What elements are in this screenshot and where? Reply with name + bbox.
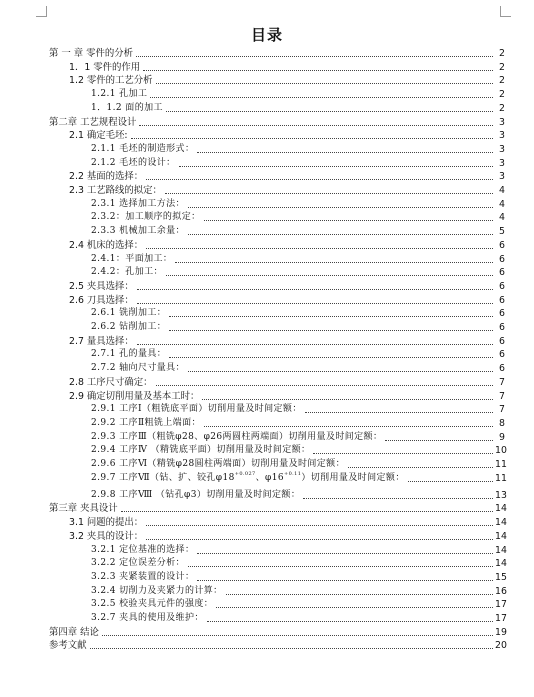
toc-entry-label: 2.7 量具选择： <box>69 335 134 347</box>
dot-leader <box>137 344 493 345</box>
dot-leader <box>146 248 493 249</box>
toc-page-number: 6 <box>499 335 505 347</box>
toc-entry-label: 3.2.5 校验夹具元件的强度： <box>91 599 214 610</box>
toc-entry-label: 2.7.1 孔的量具： <box>91 349 167 360</box>
toc-entry-label-part: 2.9.7 工序Ⅶ（钻、扩、铰孔φ18 <box>91 472 235 483</box>
toc-page-number: 7 <box>499 376 505 388</box>
toc-entry-label: 2.3.3 机械加工余量： <box>91 226 185 237</box>
toc-entry[interactable] <box>49 47 505 59</box>
toc-entry-label: 3.2.2 定位误差分析： <box>91 558 185 569</box>
toc-page-number: 6 <box>499 280 505 292</box>
toc-page-number: 17 <box>495 599 507 611</box>
toc-entry[interactable] <box>91 157 505 169</box>
toc-entry[interactable] <box>91 417 505 429</box>
toc-entry[interactable] <box>91 544 505 556</box>
toc-entry-label: 1．1.2 面的加工 <box>91 102 163 113</box>
dot-leader <box>204 426 493 427</box>
toc-entry-label: 2.4.1：平面加工： <box>91 253 173 264</box>
toc-entry-label: 2.6.1 铣削加工： <box>91 308 167 319</box>
dot-leader <box>226 594 493 595</box>
toc-entry[interactable] <box>91 403 505 415</box>
toc-page-number: 20 <box>495 640 507 652</box>
toc-entry-label: 2.9.4 工序Ⅳ （精铣底平面）切削用量及时间定额： <box>91 445 311 456</box>
dot-leader <box>169 316 493 317</box>
dot-leader <box>137 303 493 304</box>
toc-entry[interactable] <box>69 516 505 528</box>
dot-leader <box>313 453 493 454</box>
dot-leader <box>188 371 493 372</box>
toc-entry[interactable] <box>49 116 505 128</box>
toc-entry-label: 2.9.3 工序Ⅲ（粗铣φ28、φ26两圆柱两端面）切削用量及时间定额： <box>91 431 383 442</box>
toc-entry-label: 2.6.2 钻削加工： <box>91 322 167 332</box>
dot-leader <box>90 648 493 649</box>
toc-entry-label: 2.9.8 工序Ⅷ （钻孔φ3）切削用量及时间定额： <box>91 489 301 500</box>
dot-leader <box>102 635 493 636</box>
toc-entry-label: 2.5 夹具选择： <box>69 280 134 292</box>
dot-leader <box>146 179 493 180</box>
toc-entry-label: 1.2 零件的工艺分析 <box>69 75 153 87</box>
toc-page-number: 3 <box>499 171 505 183</box>
dot-leader <box>143 70 493 71</box>
toc-entry-label: 参考文献 <box>49 640 87 652</box>
dot-leader <box>121 511 493 512</box>
dot-leader <box>166 111 493 112</box>
toc-entry-label: 3.2.4 切削力及夹紧力的计算： <box>91 585 223 596</box>
toc-page-number: 14 <box>495 503 507 515</box>
toc-entry[interactable] <box>69 376 505 388</box>
toc-entry-label: 第二章 工艺规程设计 <box>49 116 137 128</box>
toc-entry[interactable] <box>69 335 505 347</box>
dot-leader <box>216 607 493 608</box>
dot-leader <box>179 166 493 167</box>
toc-page-number: 13 <box>495 489 507 501</box>
toc-page-number: 17 <box>495 613 507 624</box>
toc-page-number: 3 <box>499 116 505 128</box>
toc-page-number: 6 <box>499 253 505 265</box>
toc-entry-label-part: 、φ16 <box>255 472 284 483</box>
toc-entry-label: 2.4 机床的选择： <box>69 239 144 251</box>
toc-entry[interactable] <box>91 557 505 569</box>
toc-entry-label: 2.1 确定毛坯: <box>69 130 128 142</box>
dot-leader <box>305 412 493 413</box>
dot-leader <box>202 399 493 400</box>
toc-entry[interactable] <box>91 198 505 210</box>
toc-page-number: 4 <box>499 212 505 224</box>
dot-leader <box>303 498 493 499</box>
toc-entry-label: 2.9 确定切削用量及基本工时： <box>69 390 200 402</box>
toc-page-number: 14 <box>495 558 507 570</box>
toc-entry[interactable] <box>91 88 505 100</box>
toc-entry[interactable] <box>91 489 505 501</box>
dot-leader <box>188 234 493 235</box>
toc-entry-label: 2.1.2 毛坯的设计： <box>91 157 176 168</box>
tolerance-superscript: +0.11 <box>284 470 302 477</box>
tolerance-superscript: +0.027 <box>234 470 256 477</box>
toc-page-number: 2 <box>499 102 505 114</box>
toc-entry-label: 2.1.1 毛坯的制造形式： <box>91 143 195 154</box>
page-corner-mark-left <box>36 6 47 17</box>
toc-page-number: 3 <box>499 157 505 169</box>
toc-entry[interactable] <box>69 74 505 86</box>
dot-leader <box>197 152 493 153</box>
toc-entry[interactable] <box>91 585 505 597</box>
toc-entry[interactable] <box>91 431 505 443</box>
toc-entry[interactable] <box>69 294 505 306</box>
toc-page-number: 14 <box>495 530 507 542</box>
toc-entry[interactable] <box>69 184 505 196</box>
toc-entry-label: 第四章 结论 <box>49 626 99 638</box>
toc-entry-label: 2.9.6 工序Ⅵ（精铣φ28圆柱两端面）切削用量及时间定额： <box>91 459 345 469</box>
toc-entry[interactable] <box>91 225 505 237</box>
dot-leader <box>188 566 493 567</box>
toc-page-number: 2 <box>499 89 505 101</box>
toc-entry[interactable] <box>91 143 505 155</box>
dot-leader <box>131 138 493 139</box>
toc-entry-label: 2.9.2 工序Ⅱ粗铣上端面： <box>91 417 201 428</box>
toc-entry-label: 第三章 夹具设计 <box>49 503 118 515</box>
toc-page-number: 7 <box>499 404 505 416</box>
toc-entry-label: 2.3 工艺路线的拟定： <box>69 185 162 196</box>
toc-entry-label: 1．1 零件的作用 <box>69 61 141 73</box>
toc-page-number: 14 <box>495 517 507 529</box>
toc-page-number: 15 <box>495 571 507 583</box>
toc-entry-label: 2.9.1 工序Ⅰ（粗铣底平面）切削用量及时间定额： <box>91 404 302 415</box>
dot-leader <box>139 125 493 126</box>
dot-leader <box>137 289 493 290</box>
toc-entry-label <box>91 469 406 484</box>
toc-page-number: 2 <box>499 61 505 73</box>
toc-entry-label: 3.2.1 定位基准的选择： <box>91 544 195 555</box>
dot-leader <box>169 330 493 331</box>
toc-entry-label: 2.8 工序尺寸确定： <box>69 376 153 388</box>
dot-leader <box>150 97 493 98</box>
toc-page-number: 3 <box>499 143 505 155</box>
toc-entry-label: 3.2.7 夹具的使用及维护： <box>91 613 204 623</box>
toc-page-number: 5 <box>499 226 505 238</box>
toc-page-number: 6 <box>499 308 505 320</box>
toc-page-number: 19 <box>495 626 507 638</box>
toc-entry[interactable] <box>49 626 505 638</box>
toc-entry-label: 第 一 章 零件的分析 <box>49 48 133 59</box>
dot-leader <box>146 525 493 526</box>
toc-page-number: 7 <box>499 390 505 402</box>
toc-page-number: 2 <box>499 75 505 87</box>
toc-entry[interactable] <box>69 280 505 292</box>
toc-entry[interactable] <box>69 239 505 251</box>
toc-page-number: 6 <box>499 267 505 279</box>
toc-page-number: 11 <box>495 472 507 484</box>
toc-entry-label: 3.2.3 夹紧装置的设计： <box>91 571 195 582</box>
toc-entry[interactable] <box>91 571 505 583</box>
toc-entry[interactable] <box>91 102 505 114</box>
dot-leader <box>146 539 493 540</box>
toc-entry[interactable] <box>49 502 505 514</box>
dot-leader <box>156 83 493 84</box>
dot-leader <box>156 385 493 386</box>
dot-leader <box>197 553 493 554</box>
dot-leader <box>408 481 493 482</box>
toc-page-number: 4 <box>499 185 505 196</box>
toc-page-number: 6 <box>499 294 505 306</box>
page-title: 目录 <box>250 26 283 44</box>
toc-entry-label: 2.3.1 选择加工方法： <box>91 198 185 209</box>
toc-entry-label: 2.6 刀具选择： <box>69 294 134 306</box>
toc-entry-label: 1.2.1 孔加工 <box>91 89 148 100</box>
toc-entry-label: 2.7.2 轴向尺寸量具： <box>91 363 185 374</box>
toc-page-number: 3 <box>499 130 505 142</box>
toc-entry-label: 2.3.2：加工顺序的拟定： <box>91 212 201 223</box>
toc-entry[interactable] <box>69 129 505 141</box>
toc-page-number: 2 <box>499 48 505 59</box>
toc-page-number: 6 <box>499 239 505 251</box>
dot-leader <box>188 207 493 208</box>
toc-entry[interactable] <box>91 598 505 610</box>
dot-leader <box>169 357 493 358</box>
toc-entry[interactable] <box>91 444 505 456</box>
toc-page-number: 6 <box>499 349 505 361</box>
toc-page-number: 16 <box>495 585 507 597</box>
toc-page-number: 10 <box>495 445 507 457</box>
toc-entry-label: 3.1 问题的提出： <box>69 517 144 529</box>
toc-entry[interactable] <box>69 61 505 73</box>
toc-page-number: 6 <box>499 322 505 333</box>
toc-page-number: 11 <box>495 459 507 470</box>
dot-leader <box>175 262 493 263</box>
toc-page-number: 9 <box>499 431 505 443</box>
dot-leader <box>207 621 493 622</box>
toc-entry[interactable] <box>91 253 505 265</box>
toc-entry-label: 2.2 基面的选择： <box>69 171 144 183</box>
dot-leader <box>166 275 493 276</box>
dot-leader <box>385 440 493 441</box>
dot-leader <box>136 56 493 57</box>
dot-leader <box>204 220 493 221</box>
toc-entry[interactable] <box>91 266 505 278</box>
toc-page-number: 14 <box>495 544 507 556</box>
toc-entry[interactable] <box>91 612 505 624</box>
page-corner-mark-right <box>500 6 511 17</box>
toc-entry-label: 2.4.2：孔加工： <box>91 267 163 278</box>
dot-leader <box>197 580 493 581</box>
toc-entry[interactable] <box>91 321 505 333</box>
toc-entry[interactable] <box>49 639 505 651</box>
toc-entry[interactable] <box>69 170 505 182</box>
toc-entry[interactable] <box>91 348 505 360</box>
toc-entry[interactable] <box>91 211 505 223</box>
toc-entry-label-part: ）切削用量及时间定额： <box>301 472 405 483</box>
toc-entry[interactable] <box>69 390 505 402</box>
toc-entry-label: 3.2 夹具的设计： <box>69 530 144 542</box>
dot-leader <box>165 193 493 194</box>
toc-page-number: 6 <box>499 363 505 375</box>
toc-entry[interactable] <box>91 472 505 484</box>
toc-entry[interactable] <box>91 362 505 374</box>
toc-page-number: 8 <box>499 417 505 429</box>
toc-page-number: 4 <box>499 198 505 210</box>
toc-entry[interactable] <box>69 530 505 542</box>
toc-entry[interactable] <box>91 307 505 319</box>
